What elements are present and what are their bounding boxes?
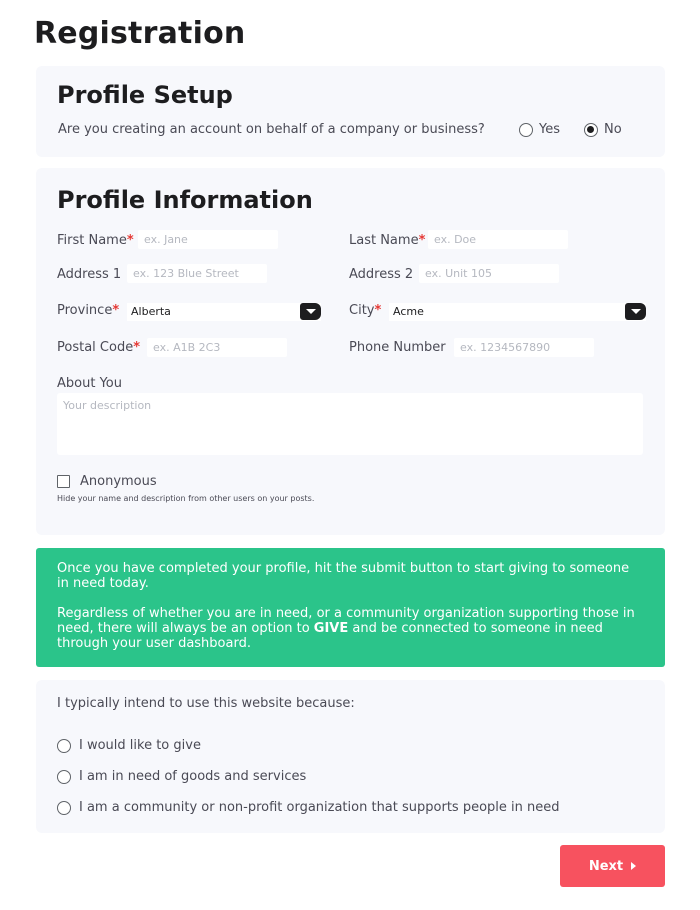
address1-input[interactable] <box>127 264 267 283</box>
city-selected-value: Acme <box>393 305 424 318</box>
province-label <box>57 303 119 318</box>
company-yes-radio[interactable] <box>519 123 533 137</box>
company-yes-label: Yes <box>539 122 560 137</box>
caret-right-icon <box>631 862 636 870</box>
page-title: Registration <box>34 16 246 51</box>
address1-label: Address 1 <box>57 267 122 282</box>
intent-option-give[interactable] <box>57 738 201 753</box>
postal-code-input[interactable] <box>147 338 287 357</box>
first-name-label <box>57 233 134 248</box>
city-label-text: City <box>349 303 375 318</box>
phone-input[interactable] <box>454 338 594 357</box>
required-marker: * <box>418 233 426 248</box>
city-dropdown-icon[interactable] <box>625 303 646 320</box>
address2-label: Address 2 <box>349 267 414 282</box>
required-marker: * <box>133 340 141 355</box>
province-selected-value: Alberta <box>131 305 171 318</box>
required-marker: * <box>126 233 134 248</box>
last-name-label-text: Last Name <box>349 233 419 248</box>
required-marker: * <box>374 303 382 318</box>
intent-question: I typically intend to use this website because: <box>57 696 355 711</box>
phone-label: Phone Number <box>349 340 446 355</box>
province-label-text: Province <box>57 303 113 318</box>
province-select[interactable] <box>127 303 321 321</box>
required-marker: * <box>112 303 120 318</box>
notice-text-before: Regardless of whether you are in need, or a community organization supporting those in need, there will always be an option to <box>57 606 635 636</box>
city-select[interactable] <box>389 303 646 321</box>
company-yes-option[interactable] <box>519 122 560 137</box>
anonymous-checkbox[interactable] <box>57 475 70 488</box>
profile-information-title: Profile Information <box>57 186 313 214</box>
city-label <box>349 303 381 318</box>
profile-setup-card <box>36 66 665 157</box>
first-name-label-text: First Name <box>57 233 127 248</box>
intent-organization-label: I am a community or non-profit organization that supports people in need <box>79 800 560 815</box>
about-label: About You <box>57 376 122 391</box>
postal-code-label-text: Postal Code <box>57 340 134 355</box>
intent-give-radio[interactable] <box>57 739 71 753</box>
last-name-input[interactable] <box>428 230 568 249</box>
notice-paragraph-2 <box>57 606 641 651</box>
about-textarea[interactable] <box>57 393 643 455</box>
next-button-label: Next <box>588 858 624 874</box>
notice-paragraph-1: Once you have completed your profile, hit the submit button to start giving to someone in need today. <box>57 561 630 591</box>
intent-card <box>36 680 665 833</box>
next-button[interactable] <box>560 845 665 887</box>
intent-option-organization[interactable] <box>57 800 560 815</box>
anonymous-label: Anonymous <box>80 474 157 489</box>
company-no-radio[interactable] <box>584 123 598 137</box>
intent-give-label: I would like to give <box>79 738 201 753</box>
last-name-label <box>349 233 425 248</box>
address2-input[interactable] <box>419 264 559 283</box>
profile-setup-title: Profile Setup <box>57 81 233 109</box>
profile-information-card <box>36 168 665 535</box>
intent-option-in-need[interactable] <box>57 769 306 784</box>
first-name-input[interactable] <box>138 230 278 249</box>
postal-code-label <box>57 340 140 355</box>
intent-in-need-label: I am in need of goods and services <box>79 769 307 784</box>
notice-text-after: and be connected to someone in need through your user dashboard. <box>57 621 603 651</box>
anonymous-help-text: Hide your name and description from other users on your posts. <box>57 494 315 503</box>
company-no-option[interactable] <box>584 122 622 137</box>
company-question: Are you creating an account on behalf of a company or business? <box>58 122 485 137</box>
notice-give-emphasis: GIVE <box>313 621 349 636</box>
intent-in-need-radio[interactable] <box>57 770 71 784</box>
intent-organization-radio[interactable] <box>57 801 71 815</box>
info-notice <box>36 548 665 667</box>
company-no-label: No <box>604 122 622 137</box>
province-dropdown-icon[interactable] <box>300 303 321 320</box>
